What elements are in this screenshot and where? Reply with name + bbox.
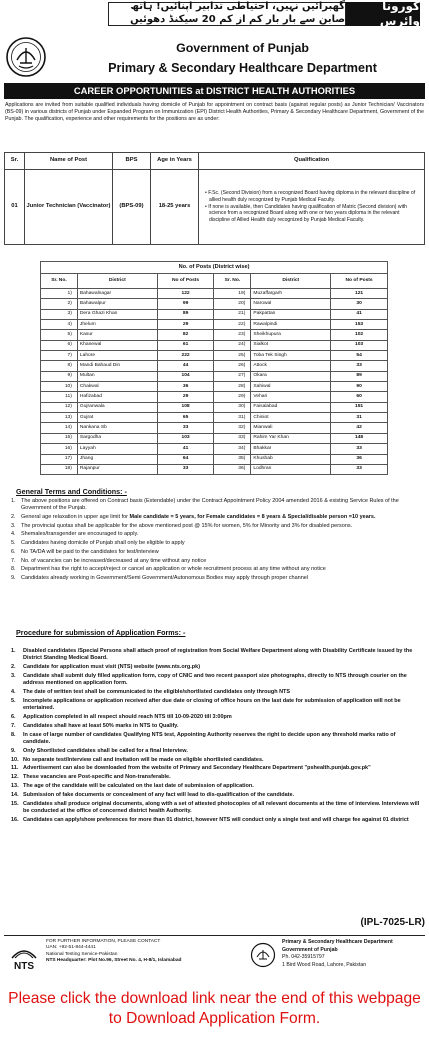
term-item: 2. General age relaxation in upper age limit for Male candidate = 5 years, for Female candidates = 8 years & Special/disable person =10 years.	[11, 514, 376, 521]
qualification-item: • F.Sc. (Second Division) from a recognized Board having diploma in the relevant discipline of allied health duly recognized by Punjab Medical Faculty.	[205, 190, 416, 203]
nts-logo-text: NTS	[14, 961, 34, 972]
district-name: Faisalabad	[251, 402, 331, 412]
department-line: 1 Bird Wood Road, Lahore, Pakistan	[282, 961, 367, 968]
procedure-item: 5. Incomplete applications or application received after due date or closing of office hours on the last date for submission of application will not be entertained.	[11, 697, 401, 712]
terms-list	[11, 498, 422, 584]
procedure-item: 9. Only Shortlisted candidates shall be called for a final Interview.	[11, 747, 188, 754]
post-table-row	[5, 170, 425, 245]
government-title: Government of Punjab	[176, 41, 309, 55]
district-posts: 33	[157, 464, 214, 474]
district-sr: 33)	[214, 433, 251, 443]
download-application-link[interactable]: Please click the download link near the end of this webpage to Download Application Form.	[8, 990, 421, 1027]
district-name: Mandi Bahaud Din	[77, 361, 157, 371]
district-posts: 36	[331, 454, 388, 464]
district-sr: 17)	[41, 454, 78, 464]
district-row	[41, 464, 388, 474]
district-name: Gujrat	[77, 413, 157, 423]
district-sr: 23)	[214, 330, 251, 340]
districts-title-row	[41, 262, 388, 274]
district-posts: 41	[331, 309, 388, 319]
district-sr: 5)	[41, 330, 78, 340]
district-posts: 151	[331, 402, 388, 412]
district-posts: 99	[157, 299, 214, 309]
ipl-code: (IPL-7025-LR)	[360, 917, 425, 928]
district-sr: 10)	[41, 382, 78, 392]
district-posts: 103	[331, 340, 388, 350]
district-name: Sialkot	[251, 340, 331, 350]
district-name: Okara	[251, 371, 331, 381]
procedure-item: 2. Candidate for application must visit (NTS) website (www.nts.org.pk)	[11, 664, 201, 671]
procedure-item: 4. The date of written test shall be communicated to the eligible/shortlisted candidates only through NTS	[11, 689, 291, 696]
district-sr: 19)	[214, 289, 251, 299]
district-sr: 20)	[214, 299, 251, 309]
district-sr: 16)	[41, 444, 78, 454]
district-row	[41, 402, 388, 412]
post-qualification	[199, 170, 425, 245]
district-posts: 29	[157, 392, 214, 402]
district-posts: 33	[331, 464, 388, 474]
district-posts: 29	[157, 320, 214, 330]
district-row	[41, 299, 388, 309]
districts-body	[41, 289, 388, 475]
department-contact	[282, 939, 393, 969]
district-posts: 153	[331, 320, 388, 330]
district-name: Rajanpur	[77, 464, 157, 474]
district-posts: 102	[331, 330, 388, 340]
district-name: Narowal	[251, 299, 331, 309]
nts-contact	[46, 939, 181, 965]
term-item: 3. The provincial quotas shall be applicable for the above mentioned post @ 15% for women, 5% for Minority and 3% for disabled persons.	[11, 522, 353, 529]
nts-line: National Testing Service-Pakistan	[46, 951, 118, 957]
district-row	[41, 351, 388, 361]
district-name: Bhakkar	[251, 444, 331, 454]
district-sr: 4)	[41, 320, 78, 330]
district-name: Bahawalpur	[77, 299, 157, 309]
district-posts: 89	[331, 371, 388, 381]
term-item: 6. No TA/DA will be paid to the candidates for test/interview	[11, 548, 159, 555]
nts-logo-icon	[8, 944, 40, 972]
district-posts: 121	[331, 289, 388, 299]
district-sr: 31)	[214, 413, 251, 423]
district-sr: 13)	[41, 413, 78, 423]
district-name: Jhang	[77, 454, 157, 464]
district-sr: 25)	[214, 351, 251, 361]
districts-title: No. of Posts (District wise)	[41, 262, 388, 274]
procedure-item: 13. The age of the candidate will be calculated on the last date of submission of application.	[11, 783, 254, 789]
district-name: Mianwali	[251, 423, 331, 433]
term-item: 7. No. of vacancies can be increased/decreased at any time without any notice	[11, 557, 207, 564]
district-row	[41, 320, 388, 330]
district-posts: 64	[157, 454, 214, 464]
district-sr: 3)	[41, 309, 78, 319]
district-posts: 44	[157, 361, 214, 371]
post-age: 18-25 years	[151, 170, 199, 245]
procedure-item: 15. Candidates shall produce original documents, along with a set of attested photocopies of all relevant documents at the time of interview. Interviews will be conducted at the office of concerned district health Authority.	[11, 800, 420, 814]
procedure-item: 11. Advertisement can also be downloaded from the website of Primary and Secondary Healthcare Department "pshealth.punjab.gov.pk"	[11, 765, 371, 772]
header-age: Age in Years	[151, 153, 199, 170]
district-name: Layyah	[77, 444, 157, 454]
qualification-item: • If none is available, then Candidates having qualification of Matric (Second division) with science from a recognized Board along with one or two years diploma in the relevant discipline of Allied Health duly recognized by Punjab Medical Faculty.	[205, 203, 407, 224]
terms-heading: General Terms and Conditions: -	[16, 487, 127, 496]
procedure-heading: Procedure for submission of Application Forms: -	[16, 628, 186, 637]
district-row	[41, 309, 388, 319]
district-name: Khushab	[251, 454, 331, 464]
district-sr: 2)	[41, 299, 78, 309]
district-name: Sargodha	[77, 433, 157, 443]
post-name: Junior Technician (Vaccinator)	[25, 170, 113, 245]
header-post: Name of Post	[25, 153, 113, 170]
district-sr: 1)	[41, 289, 78, 299]
district-posts: 33	[331, 444, 388, 454]
nts-line: FOR FURTHER INFORMATION, PLEASE CONTACT	[46, 939, 161, 944]
district-sr: 22)	[214, 320, 251, 330]
header-district: District	[77, 274, 157, 289]
district-sr: 34)	[214, 444, 251, 454]
header-no-of-posts: No of Posts	[157, 274, 214, 289]
district-sr: 12)	[41, 402, 78, 412]
corona-banner	[108, 2, 420, 26]
district-sr: 15)	[41, 433, 78, 443]
procedure-item: 14. Submission of fake documents or concealment of any fact will lead to dis-qualification of the candidate.	[11, 791, 295, 798]
district-name: Rahim Yar Khan	[251, 433, 331, 443]
district-row	[41, 330, 388, 340]
district-name: Chakwal	[77, 382, 157, 392]
district-posts: 82	[157, 330, 214, 340]
district-sr: 36)	[214, 464, 251, 474]
procedure-item: 8. In case of large number of candidates Qualifying NTS test, Appointing Authority reserves the right to decide upon any threshold marks ratio of candidate.	[11, 731, 396, 745]
post-sr: 01	[5, 170, 25, 245]
district-name: Muzaffargarh	[251, 289, 331, 299]
header-sr: Sr.	[5, 153, 25, 170]
nts-line: UAN: +92-51-844-4441	[46, 945, 96, 951]
header-sr-no: Sr. No.	[214, 274, 251, 289]
district-name: Vehari	[251, 392, 331, 402]
district-posts: 104	[157, 371, 214, 381]
district-name: Toba Tek Singh	[251, 351, 331, 361]
procedure-list	[11, 648, 422, 826]
district-posts: 222	[157, 351, 214, 361]
header-bps: BPS	[113, 153, 151, 170]
district-sr: 11)	[41, 392, 78, 402]
district-name: Bahawalnagar	[77, 289, 157, 299]
district-row	[41, 340, 388, 350]
post-table-header	[5, 153, 425, 170]
district-posts: 89	[157, 309, 214, 319]
district-sr: 14)	[41, 423, 78, 433]
district-sr: 30)	[214, 402, 251, 412]
district-sr: 6)	[41, 340, 78, 350]
district-posts: 61	[157, 340, 214, 350]
header-district: District	[251, 274, 331, 289]
district-name: Lahore	[77, 351, 157, 361]
procedure-item: 1. Disabled candidates /Special Persons shall attach proof of registration from Social Welfare Department along with Disability Certificate issued by the District Standing Medical Board.	[11, 648, 413, 662]
term-item: 9. Candidates already working in Government/Semi Government/Autonomous Bodies may apply through proper channel	[11, 574, 309, 581]
district-posts: 33	[331, 361, 388, 371]
procedure-item: 7. Candidates shall have at least 50% marks in NTS to Qualify.	[11, 722, 179, 729]
district-sr: 9)	[41, 371, 78, 381]
district-posts: 36	[157, 382, 214, 392]
nts-line: NTS Headquarter: Plot No.96, Street No. 4, H-8/1, Islamabad	[46, 958, 182, 964]
district-row	[41, 382, 388, 392]
district-name: Sahiwal	[251, 382, 331, 392]
district-row	[41, 454, 388, 464]
district-sr: 8)	[41, 361, 78, 371]
district-posts: 148	[331, 433, 388, 443]
district-sr: 32)	[214, 423, 251, 433]
district-posts: 54	[331, 351, 388, 361]
district-name: Jhelum	[77, 320, 157, 330]
district-row	[41, 289, 388, 299]
procedure-item: 10. No separate test/Interview call and invitation will be made on eligible shortlisted candidates.	[11, 756, 264, 763]
district-name: Kasur	[77, 330, 157, 340]
district-sr: 21)	[214, 309, 251, 319]
term-item: 8. Department has the right to accept/reject or cancel an application or whole recruitment process at any time without any notice	[11, 566, 326, 573]
district-posts: 90	[331, 382, 388, 392]
district-sr: 27)	[214, 371, 251, 381]
district-name: Hafizabad	[77, 392, 157, 402]
district-sr: 7)	[41, 351, 78, 361]
district-name: Nankana Sb	[77, 423, 157, 433]
district-row	[41, 361, 388, 371]
procedure-item: 3. Candidate shall submit duly filled application form, copy of CNIC and two recent passport size photographs, directly to NTS through courier on the address mentioned on application form.	[11, 672, 407, 687]
districts-table	[40, 261, 388, 475]
district-row	[41, 392, 388, 402]
header-sr-no: Sr. No.	[41, 274, 78, 289]
post-table	[4, 152, 425, 245]
district-name: Lodhran	[251, 464, 331, 474]
district-name: Chiniot	[251, 413, 331, 423]
district-posts: 31	[331, 413, 388, 423]
district-posts: 30	[331, 299, 388, 309]
procedure-item: 12. These vacancies are Post-specific and Non-transferable.	[11, 774, 171, 781]
district-name: Multan	[77, 371, 157, 381]
district-posts: 41	[157, 444, 214, 454]
district-name: Rawalpindi	[251, 320, 331, 330]
district-sr: 35)	[214, 454, 251, 464]
career-opportunities-bar: CAREER OPPORTUNITIES at DISTRICT HEALTH AUTHORITIES	[4, 83, 425, 99]
post-bps: (BPS-09)	[113, 170, 151, 245]
district-row	[41, 371, 388, 381]
district-sr: 18)	[41, 464, 78, 474]
term-item: 1. The above positions are offered on Contract basis (Extendable) under the Contract Appointment Policy 2004 amended 2016 & existing Service Rules of the Government of the Punjab.	[11, 498, 399, 512]
header-qualification: Qualification	[199, 153, 425, 170]
district-posts: 122	[157, 289, 214, 299]
district-posts: 42	[331, 423, 388, 433]
district-name: Dera Ghazi Khan	[77, 309, 157, 319]
department-line: Primary & Secondary Healthcare Department	[282, 939, 393, 945]
district-posts: 103	[157, 433, 214, 443]
urdu-slogan: گھبرائیں نہیں، احتیاطی تدابیر اپنائیں! ہاتھ صابن سے بار بار کم از کم 20 سیکنڈ دھوئیں	[108, 2, 346, 26]
districts-header-row	[41, 274, 388, 289]
district-row	[41, 444, 388, 454]
punjab-logo-icon	[250, 942, 276, 968]
district-row	[41, 433, 388, 443]
district-name: Attock	[251, 361, 331, 371]
district-name: Khanewal	[77, 340, 157, 350]
intro-paragraph: Applications are invited from suitable qualified individuals having domicile of Punjab for appointment on contract basis (against regular posts) as Junior Technician/ Vaccinators (BS-09) in various districts of Punjab under Expanded Program on Immunization (EPI) District Health Authorities, Primary & Secondary Healthcare Department, Government of the Punjab. The qualification, experience and other requirements for the positions are as under:	[5, 102, 424, 122]
district-posts: 33	[157, 423, 214, 433]
district-sr: 26)	[214, 361, 251, 371]
district-sr: 24)	[214, 340, 251, 350]
district-posts: 60	[331, 392, 388, 402]
district-posts: 65	[157, 413, 214, 423]
procedure-item: 6. Application completed in all respect should reach NTS till 10-09-2020 till 3:00pm	[11, 714, 232, 720]
district-sr: 28)	[214, 382, 251, 392]
district-row	[41, 423, 388, 433]
district-sr: 29)	[214, 392, 251, 402]
footer-divider	[4, 935, 425, 936]
district-name: Sheikhupura	[251, 330, 331, 340]
government-of-punjab-logo-icon	[5, 36, 47, 78]
header-no-of-posts: No of Posts	[331, 274, 388, 289]
procedure-item: 16. Candidates can apply/show preferences for more than 01 district, however NTS will conduct only a single test and will charge fee against 01 district	[11, 816, 409, 823]
district-row	[41, 413, 388, 423]
term-item: 5. Candidates having domicile of Punjab shall only be eligible to apply	[11, 540, 185, 547]
district-posts: 108	[157, 402, 214, 412]
district-name: Gujranwala	[77, 402, 157, 412]
department-line: Ph. 042-35915797	[282, 954, 325, 961]
urdu-corona-label: کورونا وائرس	[346, 2, 420, 26]
district-name: Pakpattan	[251, 309, 331, 319]
department-title: Primary & Secondary Healthcare Department	[108, 61, 377, 75]
department-line: Government of Punjab	[282, 946, 338, 953]
term-item: 4. Shemales/transgender are encouraged to apply.	[11, 531, 139, 538]
